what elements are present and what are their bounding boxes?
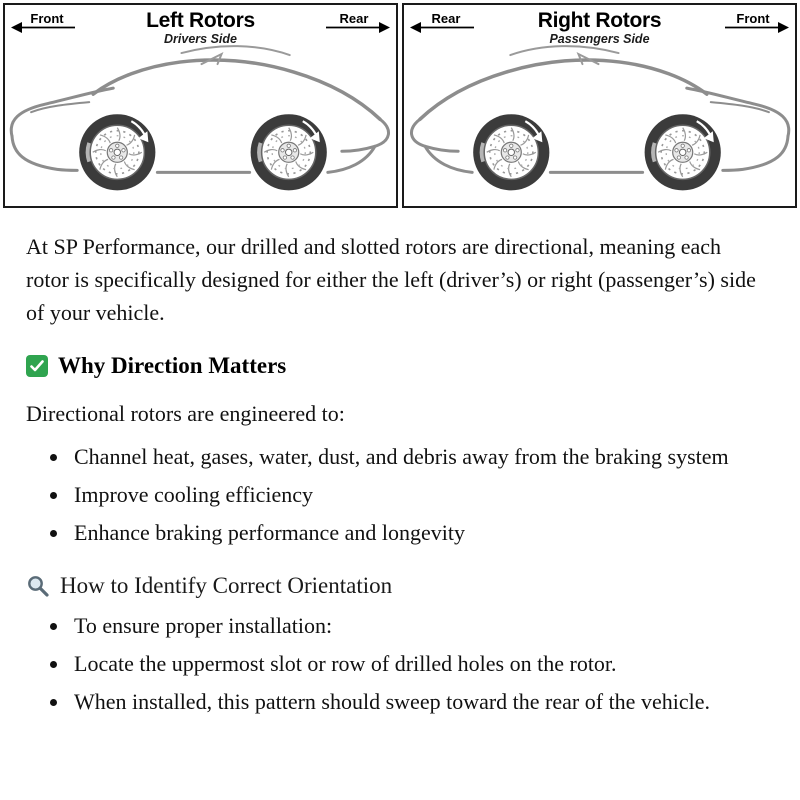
front-wheel-rotor	[79, 114, 155, 203]
svg-text:Rotation	[664, 189, 702, 204]
left-panel-title: Left Rotors	[146, 9, 255, 32]
rotation-label: Rotation	[492, 188, 531, 204]
car-body-outline	[11, 46, 388, 172]
section-heading-why-direction-matters	[26, 353, 772, 379]
rotor-direction-diagram	[0, 0, 800, 208]
intro-paragraph: At SP Performance, our drilled and slotted rotors are directional, meaning each rotor is specifically designed for either the left (driver’s) or right (passenger’s) side of your vehicle.	[26, 233, 756, 325]
benefits-list	[26, 440, 746, 549]
list-item: • Channel heat, gases, water, dust, and debris away from the braking system	[70, 440, 746, 473]
section-heading-identify-orientation	[26, 573, 772, 599]
orientation-steps-list	[26, 609, 746, 718]
left-panel-subtitle: Drivers Side	[164, 32, 237, 47]
svg-text:Rotation	[270, 189, 308, 204]
right-panel-title: Right Rotors	[537, 9, 662, 32]
svg-text:Rotation	[98, 189, 136, 204]
list-item: • When installed, this pattern should sweep toward the rear of the vehicle.	[70, 685, 746, 718]
front-arrow-left-icon	[11, 12, 77, 33]
lead-paragraph: Directional rotors are engineered to:	[26, 400, 345, 426]
rear-arrow-left-icon	[410, 12, 476, 33]
section-heading-text: How to Identify Correct Orientation	[60, 572, 393, 598]
front-arrow-right-icon	[723, 12, 789, 33]
svg-text:Rotation	[492, 189, 530, 204]
car-illustration-right	[404, 40, 795, 205]
rotation-label: Rotation	[98, 188, 137, 204]
right-panel-titles	[476, 10, 723, 46]
right-panel-subtitle: Passengers Side	[549, 32, 650, 47]
front-arrow-label: Front	[736, 12, 770, 26]
list-item: • To ensure proper installation:	[70, 609, 746, 642]
rear-arrow-right-icon	[324, 12, 390, 33]
rear-arrow-label: Rear	[431, 12, 461, 26]
list-item: • Improve cooling efficiency	[70, 478, 746, 511]
rotation-label: Rotation	[269, 188, 308, 204]
rear-wheel-rotor	[473, 114, 549, 203]
car-illustration-left	[5, 40, 396, 205]
check-icon	[26, 355, 48, 377]
front-arrow-label: Front	[30, 12, 64, 26]
magnifier-icon	[26, 574, 50, 598]
right-rotors-panel	[402, 3, 797, 208]
list-item: • Locate the uppermost slot or row of drilled holes on the rotor.	[70, 647, 746, 680]
rear-arrow-label: Rear	[339, 12, 369, 26]
rotation-label: Rotation	[663, 188, 702, 204]
section-heading-text: Why Direction Matters	[58, 352, 287, 378]
front-wheel-rotor	[645, 114, 721, 203]
rear-wheel-rotor	[251, 114, 327, 203]
list-item: • Enhance braking performance and longevity	[70, 516, 746, 549]
article-content	[0, 208, 800, 718]
car-body-outline-mirrored	[411, 46, 788, 172]
left-panel-titles	[77, 10, 324, 46]
left-rotors-panel	[3, 3, 398, 208]
